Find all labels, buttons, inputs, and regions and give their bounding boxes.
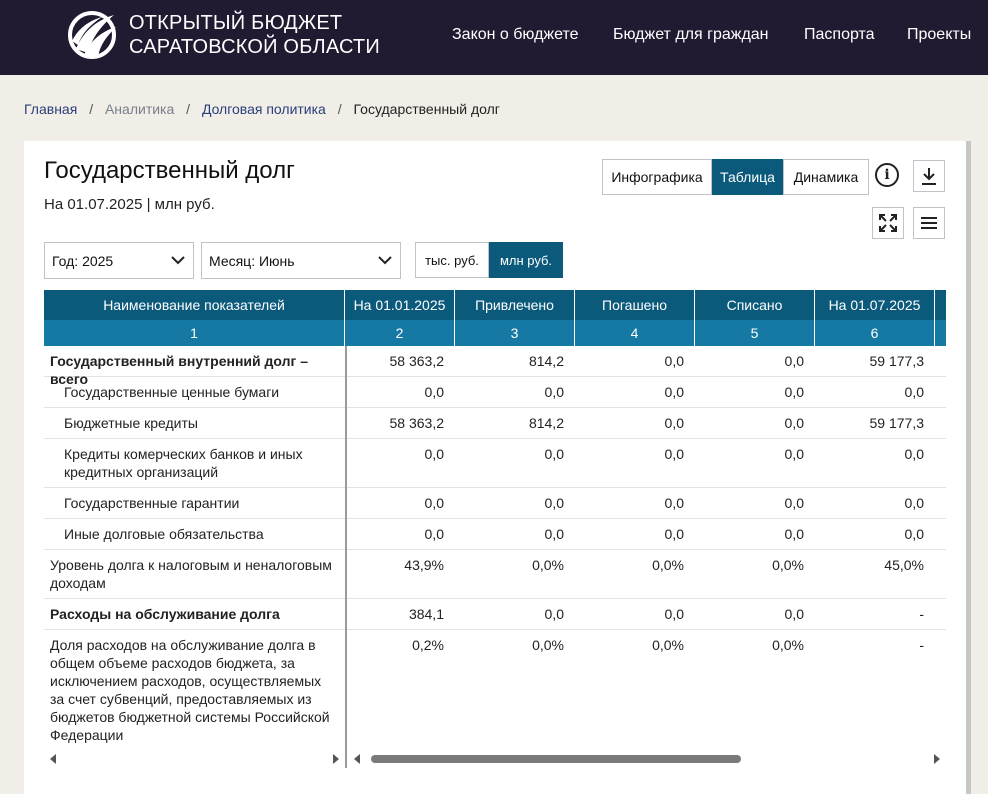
debt-panel [24,141,966,794]
unit-thousand-button[interactable]: тыс. руб. [415,242,489,278]
row-value: 0,0 [664,384,684,400]
row-label: Уровень долга к налоговым и неналоговым доходам [50,557,332,591]
download-button[interactable] [913,160,945,192]
scroll-right-icon[interactable] [934,754,940,764]
breadcrumb-separator: / [337,101,342,117]
row-label: Государственные ценные бумаги [64,384,280,400]
column-header-end[interactable]: На 01.07.2025 [815,290,935,320]
row-value: 0,0 [424,446,444,462]
table-row [44,488,946,519]
menu-button[interactable] [913,207,945,239]
year-select[interactable] [44,242,194,279]
scroll-left-icon[interactable] [50,754,56,764]
row-value: - [919,637,924,653]
download-icon [920,166,938,186]
row-value: 0,0 [784,415,804,431]
nav-projects[interactable]: Проекты [907,26,972,43]
frozen-column-divider [345,346,347,768]
column-number: 6 [815,320,935,346]
column-number: 4 [575,320,695,346]
row-value: 0,0 [664,495,684,511]
row-label: Государственные гарантии [64,495,240,511]
breadcrumb-separator: / [186,101,191,117]
row-value: 0,0 [784,495,804,511]
column-header-raised[interactable]: Привлечено [455,290,575,320]
site-header [0,0,988,75]
debt-table [44,290,946,768]
column-header-overflow [935,290,946,320]
table-row [44,439,946,488]
row-value: 0,0 [664,446,684,462]
row-value: 0,0 [424,495,444,511]
brand-line-1: ОТКРЫТЫЙ БЮДЖЕТ [129,12,343,34]
row-value: 0,0% [532,637,564,653]
scroll-left-icon[interactable] [354,754,360,764]
row-value: 0,0 [544,495,564,511]
nav-citizens-budget[interactable]: Бюджет для граждан [613,26,769,43]
row-value: 0,2% [412,637,444,653]
nav-passports[interactable]: Паспорта [804,26,875,43]
row-label: Государственный внутренний долг – всего [50,353,308,387]
row-value: 45,0% [884,557,924,573]
scroll-right-icon[interactable] [333,754,339,764]
tab-dynamics[interactable]: Динамика [783,159,869,195]
logo-icon[interactable] [66,9,118,61]
row-value: 0,0 [904,526,924,542]
table-row [44,519,946,550]
scroll-thumb[interactable] [371,755,741,763]
table-header-row [44,290,946,320]
unit-million-button[interactable]: млн руб. [489,242,563,278]
tab-table[interactable]: Таблица [712,159,783,195]
breadcrumb-separator: / [89,101,94,117]
column-header-repaid[interactable]: Погашено [575,290,695,320]
table-number-row [44,320,946,346]
row-value: 0,0% [652,557,684,573]
chevron-down-icon [171,255,185,265]
row-value: 0,0 [904,384,924,400]
row-value: 59 177,3 [869,353,924,369]
row-value: 0,0 [904,446,924,462]
horizontal-scrollbar[interactable] [44,751,946,767]
fullscreen-button[interactable] [872,207,904,239]
column-header-start[interactable]: На 01.01.2025 [345,290,455,320]
row-value: 0,0% [532,557,564,573]
brand-title[interactable] [129,11,380,59]
breadcrumb-home[interactable]: Главная [24,101,78,117]
breadcrumb [24,101,500,117]
row-value: 0,0 [784,353,804,369]
row-value: 0,0% [772,637,804,653]
row-value: 814,2 [528,353,564,369]
row-value: 0,0 [424,526,444,542]
brand-line-2: САРАТОВСКОЙ ОБЛАСТИ [129,36,380,58]
page-title: Государственный долг [44,157,295,184]
column-number: 1 [44,320,345,346]
info-icon[interactable]: i [875,163,899,187]
row-value: 0,0 [664,606,684,622]
month-select[interactable] [201,242,401,279]
breadcrumb-current: Государственный долг [353,101,500,117]
row-value: 0,0 [664,353,684,369]
vertical-scrollbar[interactable] [966,141,971,794]
nav-budget-law[interactable]: Закон о бюджете [452,26,579,43]
month-select-value: Месяц: Июнь [209,252,295,269]
row-value: 0,0 [784,446,804,462]
fullscreen-icon [879,214,897,232]
table-row [44,550,946,599]
row-value: 0,0 [544,526,564,542]
column-number: 5 [695,320,815,346]
row-value: 0,0 [664,415,684,431]
list-icon [920,216,938,230]
table-row [44,599,946,630]
row-value: 0,0% [772,557,804,573]
column-number: 3 [455,320,575,346]
year-select-value: Год: 2025 [52,252,114,269]
row-value: 0,0 [784,384,804,400]
row-label: Бюджетные кредиты [64,415,198,431]
column-header-name[interactable]: Наименование показателей [44,290,345,320]
row-value: 0,0 [544,606,564,622]
table-row [44,630,946,751]
row-value: 0,0 [904,495,924,511]
table-row [44,377,946,408]
row-label: Кредиты комерческих банков и иных кредитных организаций [64,446,303,480]
column-number: 2 [345,320,455,346]
table-row [44,408,946,439]
breadcrumb-debt-policy[interactable]: Долговая политика [201,101,326,117]
row-value: 58 363,2 [389,353,444,369]
column-header-written-off[interactable]: Списано [695,290,815,320]
row-value: 814,2 [528,415,564,431]
row-value: 0,0 [664,526,684,542]
row-value: 0,0% [652,637,684,653]
row-value: - [919,606,924,622]
chevron-down-icon [378,255,392,265]
row-label: Доля расходов на обслуживание долга в общем объеме расходов бюджета, за исключением расходов, осуществляемых за счет субвенций, предоставляемых из бюджетов бюджетной системы Российской Федерации [50,637,330,743]
row-value: 0,0 [544,446,564,462]
row-label: Иные долговые обязательства [64,526,264,542]
table-row [44,346,946,387]
row-value: 58 363,2 [389,415,444,431]
breadcrumb-analytics[interactable]: Аналитика [104,101,175,117]
row-value: 43,9% [404,557,444,573]
row-value: 0,0 [544,384,564,400]
row-value: 0,0 [424,384,444,400]
column-number-overflow [935,320,946,346]
row-value: 384,1 [408,606,444,622]
page-subtitle: На 01.07.2025 | млн руб. [44,196,215,213]
row-label: Расходы на обслуживание долга [50,606,280,622]
tab-infographic[interactable]: Инфографика [602,159,712,195]
row-value: 59 177,3 [869,415,924,431]
row-value: 0,0 [784,526,804,542]
row-value: 0,0 [784,606,804,622]
